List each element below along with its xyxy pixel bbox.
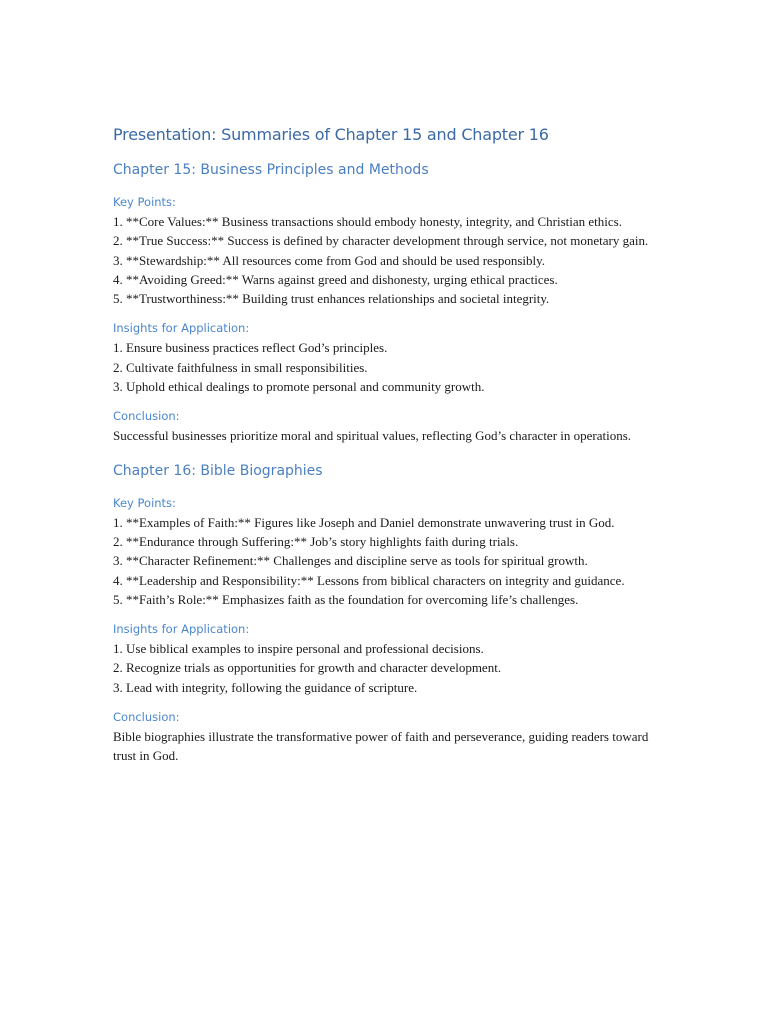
list-item: 4. **Leadership and Responsibility:** Lessons from biblical characters on integrity and guidance. [113, 572, 625, 588]
document-page [113, 123, 653, 777]
list-item: 1. Use biblical examples to inspire personal and professional decisions. [113, 641, 484, 657]
chapter-16-section [113, 460, 653, 766]
chapter-15-insights [113, 319, 653, 396]
conclusion-text: Bible biographies illustrate the transformative power of faith and perseverance, guiding readers toward trust in God. [113, 729, 649, 764]
insights-label: Insights for Application: [113, 622, 250, 637]
conclusion-label: Conclusion: [113, 710, 180, 725]
conclusion-label: Conclusion: [113, 409, 180, 424]
list-item: 2. Cultivate faithfulness in small responsibilities. [113, 359, 368, 375]
list-item: 5. **Faith’s Role:** Emphasizes faith as the foundation for overcoming life’s challenges. [113, 591, 579, 607]
list-item: 3. **Character Refinement:** Challenges and discipline serve as tools for spiritual growth. [113, 553, 588, 569]
list-item: 3. Uphold ethical dealings to promote personal and community growth. [113, 379, 485, 395]
insights-label: Insights for Application: [113, 321, 250, 336]
chapter-16-key-points [113, 494, 653, 609]
list-item: 1. **Core Values:** Business transactions should embody honesty, integrity, and Christian ethics. [113, 214, 622, 229]
list-item: 5. **Trustworthiness:** Building trust enhances relationships and societal integrity. [113, 291, 550, 307]
list-item: 3. **Stewardship:** All resources come from God and should be used responsibly. [113, 252, 546, 268]
chapter-15-key-points [113, 193, 653, 308]
document-title: Presentation: Summaries of Chapter 15 and Chapter 16 [113, 125, 549, 144]
chapter-16-heading: Chapter 16: Bible Biographies [113, 462, 323, 479]
conclusion-text: Successful businesses prioritize moral and spiritual values, reflecting God’s character in operations. [113, 428, 632, 444]
chapter-15-heading: Chapter 15: Business Principles and Methods [113, 162, 429, 178]
list-item: 2. **True Success:** Success is defined by character development through service, not monetary gain. [113, 233, 649, 249]
chapter-15-conclusion [113, 407, 653, 445]
list-item: 3. Lead with integrity, following the guidance of scripture. [113, 679, 418, 695]
key-points-label: Key Points: [113, 195, 176, 209]
chapter-16-conclusion [113, 708, 653, 766]
list-item: 2. Recognize trials as opportunities for growth and character development. [113, 660, 502, 676]
list-item: 4. **Avoiding Greed:** Warns against greed and dishonesty, urging ethical practices. [113, 271, 558, 287]
chapter-16-insights [113, 620, 653, 697]
list-item: 1. **Examples of Faith:** Figures like Joseph and Daniel demonstrate unwavering trust in God. [113, 514, 615, 530]
key-points-label: Key Points: [113, 495, 176, 510]
list-item: 2. **Endurance through Suffering:** Job’s story highlights faith during trials. [113, 533, 519, 549]
list-item: 1. Ensure business practices reflect God’s principles. [113, 340, 388, 356]
chapter-15-section [113, 159, 653, 446]
